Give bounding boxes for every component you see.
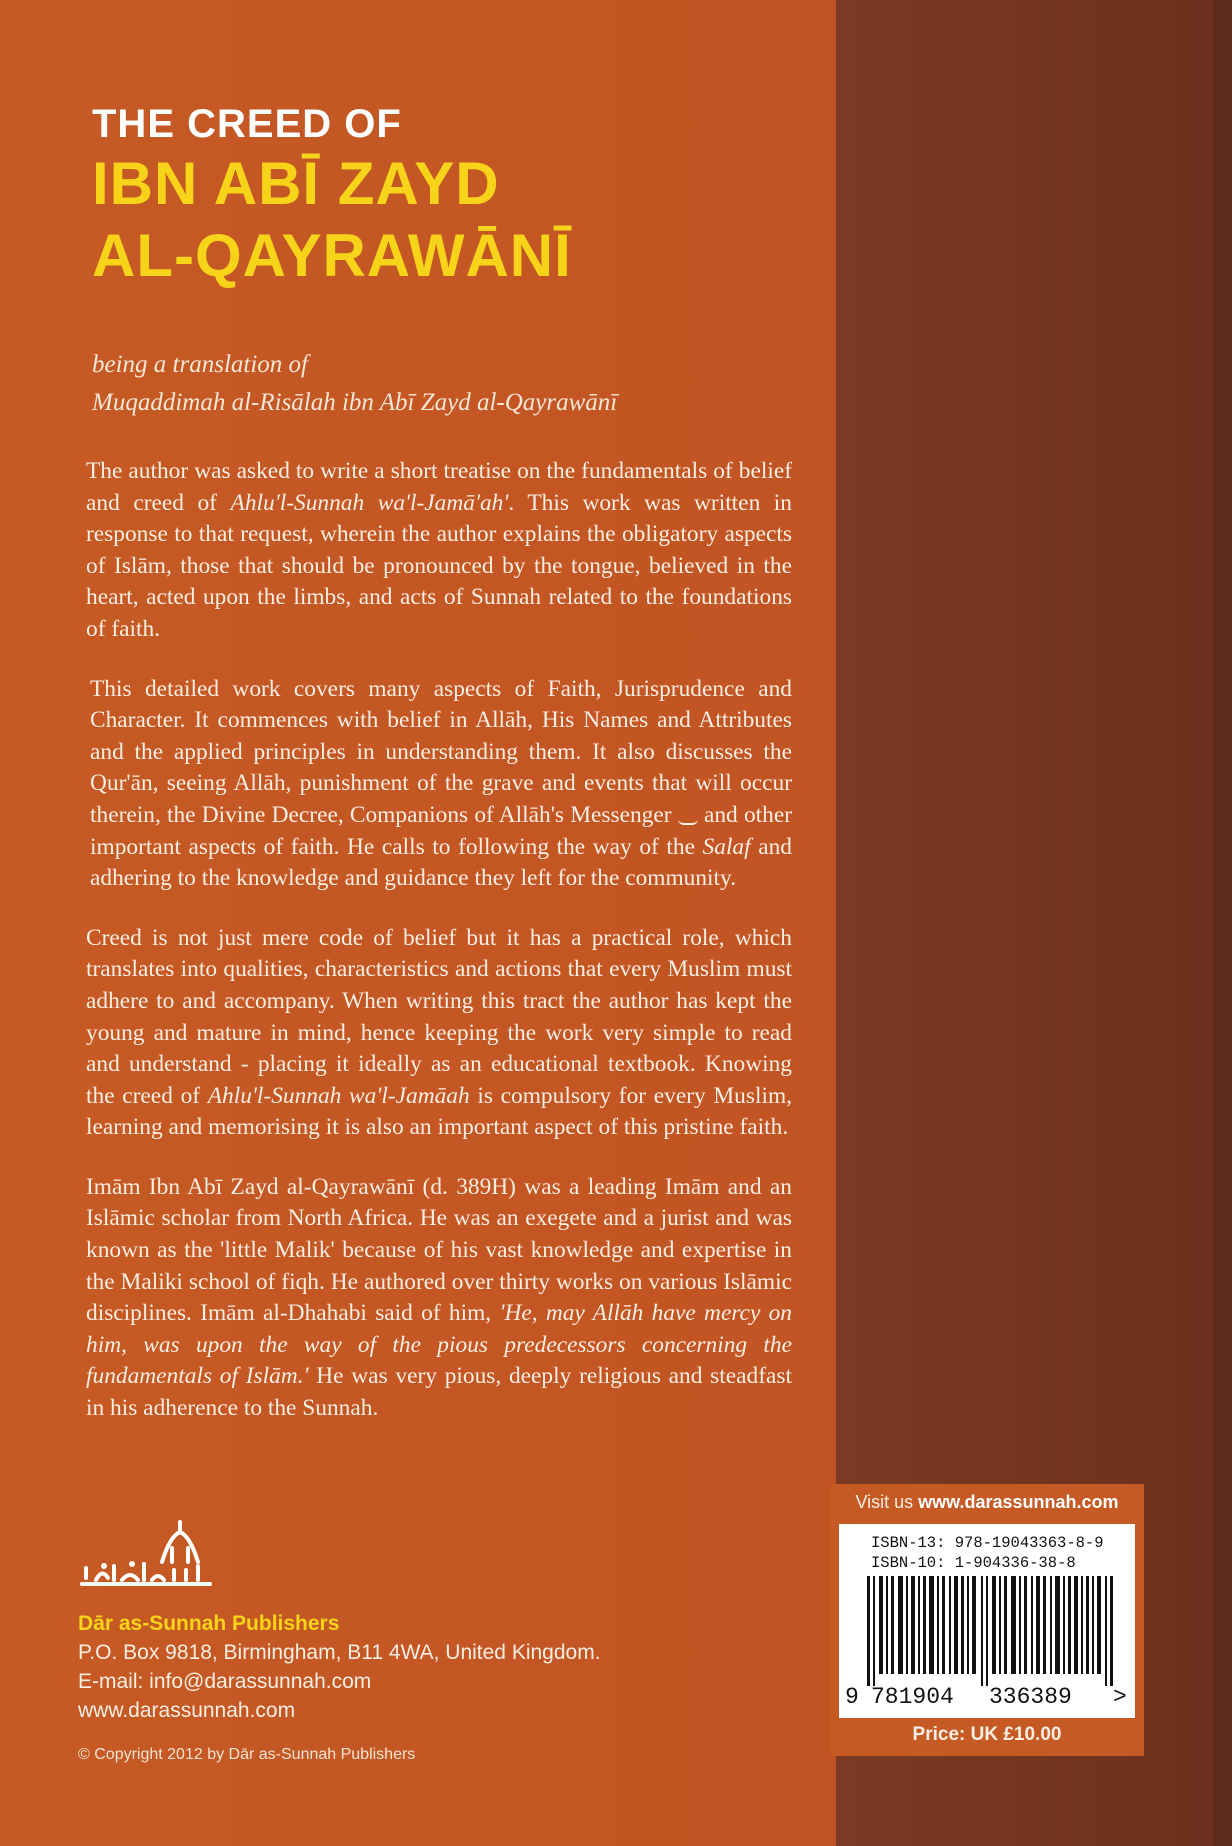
publisher-logo <box>78 1518 218 1594</box>
p2-text-a: This detailed work covers many aspects of Faith, Jurisprudence and Character. It commences with belief in Allāh, His Names and Attributes and the applied principles in understanding them. It also discusses the Qur'ān, seeing Allāh, punishment of the grave and events that will occur therein, the Divine Decree, Companions of Allāh's Messenger <box>90 675 792 828</box>
subtitle-line-2: Muqaddimah al-Risālah ibn Abī Zayd al-Qayrawānī <box>92 389 618 416</box>
dome-logo-icon <box>78 1518 218 1594</box>
publisher-address: P.O. Box 9818, Birmingham, B11 4WA, United Kingdom. <box>78 1641 601 1664</box>
p4-text-b: He was very pious, deeply religious and steadfast in his adherence to the Sunnah. <box>86 1363 792 1422</box>
spine-edge <box>1214 0 1232 1846</box>
paragraph-2 <box>90 674 792 895</box>
visit-us-line <box>830 1492 1144 1513</box>
p3-text-a: Creed is not just mere code of belief but it has a practical role, which translates into qualities, characteristics and actions that every Muslim must adhere to and accompany. When writing this tract the author has kept the young and mature in mind, hence keeping the work very simple to read and understand - placing it ideally as an educational textbook. Knowing the creed of <box>86 924 792 1109</box>
p2-text-c: and adhering to the knowledge and guidance they left for the community. <box>90 833 792 892</box>
title-block <box>92 100 792 292</box>
honorific-glyph-icon <box>678 809 698 825</box>
publisher-email[interactable]: E-mail: info@darassunnah.com <box>78 1670 372 1693</box>
p3-italic: Ahlu'l-Sunnah wa'l-Jamāah <box>207 1082 470 1109</box>
title-line-2: IBN ABĪ ZAYD <box>92 150 500 217</box>
p1-text-a: The author was asked to write a short treatise on the fundamentals of belief and creed of <box>86 458 792 516</box>
p4-italic: 'He, may Allāh have mercy on him, was upon the way of the pious predecessors concerning the fundamentals of Islām.' <box>86 1300 792 1390</box>
copyright-notice: © Copyright 2012 by Dār as-Sunnah Publishers <box>78 1746 416 1763</box>
p3-text-b: is compulsory for every Muslim, learning and memorising it is also an important aspect of this pristine faith. <box>86 1082 792 1141</box>
p2-italic: Salaf <box>702 833 751 860</box>
barcode-arrow: > <box>1113 1684 1127 1710</box>
price-label: Price: UK £10.00 <box>912 1724 1062 1745</box>
title-line-1: THE CREED OF <box>92 102 402 146</box>
visit-url[interactable]: www.darassunnah.com <box>918 1492 1119 1512</box>
p4-text-a: Imām Ibn Abī Zayd al-Qayrawānī (d. 389H) was a leading Imām and an Islāmic scholar from North Africa. He was an exegete and a jurist and was known as the 'little Malik' because of his vast knowledge and expertise in the Maliki school of fiqh. He authored over thirty works on various Islāmic disciplines. Imām al-Dhahabi said of him, <box>86 1173 792 1327</box>
visit-prefix: Visit us <box>855 1492 919 1512</box>
isbn-10: ISBN-10: 1-904336-38-8 <box>871 1554 1076 1572</box>
p1-italic: Ahlu'l-Sunnah wa'l-Jamā'ah' <box>230 489 509 516</box>
p1-text-b: . This work was written in response to that request, wherein the author explains the obligatory aspects of Islām, those that should be pronounced by the tongue, believed in the heart, acted upon the limbs, and acts of Sunnah related to the foundations of faith. <box>86 489 793 642</box>
isbn-price-box <box>830 1484 1144 1756</box>
barcode-panel <box>839 1524 1135 1718</box>
description-body <box>86 456 792 1453</box>
barcode-lead-digit: 9 <box>845 1684 859 1710</box>
subtitle-block <box>92 346 792 422</box>
paragraph-1 <box>86 456 792 646</box>
barcode-icon <box>861 1576 1117 1686</box>
paragraph-4 <box>86 1172 792 1425</box>
publisher-website[interactable]: www.darassunnah.com <box>78 1699 296 1722</box>
isbn-13: ISBN-13: 978-19043363-8-9 <box>871 1534 1104 1552</box>
paragraph-3 <box>86 923 792 1144</box>
title-line-3: AL-QAYRAWĀNĪ <box>92 222 572 289</box>
publisher-info <box>78 1610 678 1725</box>
publisher-name: Dār as-Sunnah Publishers <box>78 1612 340 1635</box>
p2-text-b: and other important aspects of faith. He calls to following the way of the <box>90 801 793 860</box>
subtitle-line-1: being a translation of <box>92 351 308 378</box>
barcode-group-2: 336389 <box>989 1684 1072 1710</box>
barcode-group-1: 781904 <box>871 1684 954 1710</box>
